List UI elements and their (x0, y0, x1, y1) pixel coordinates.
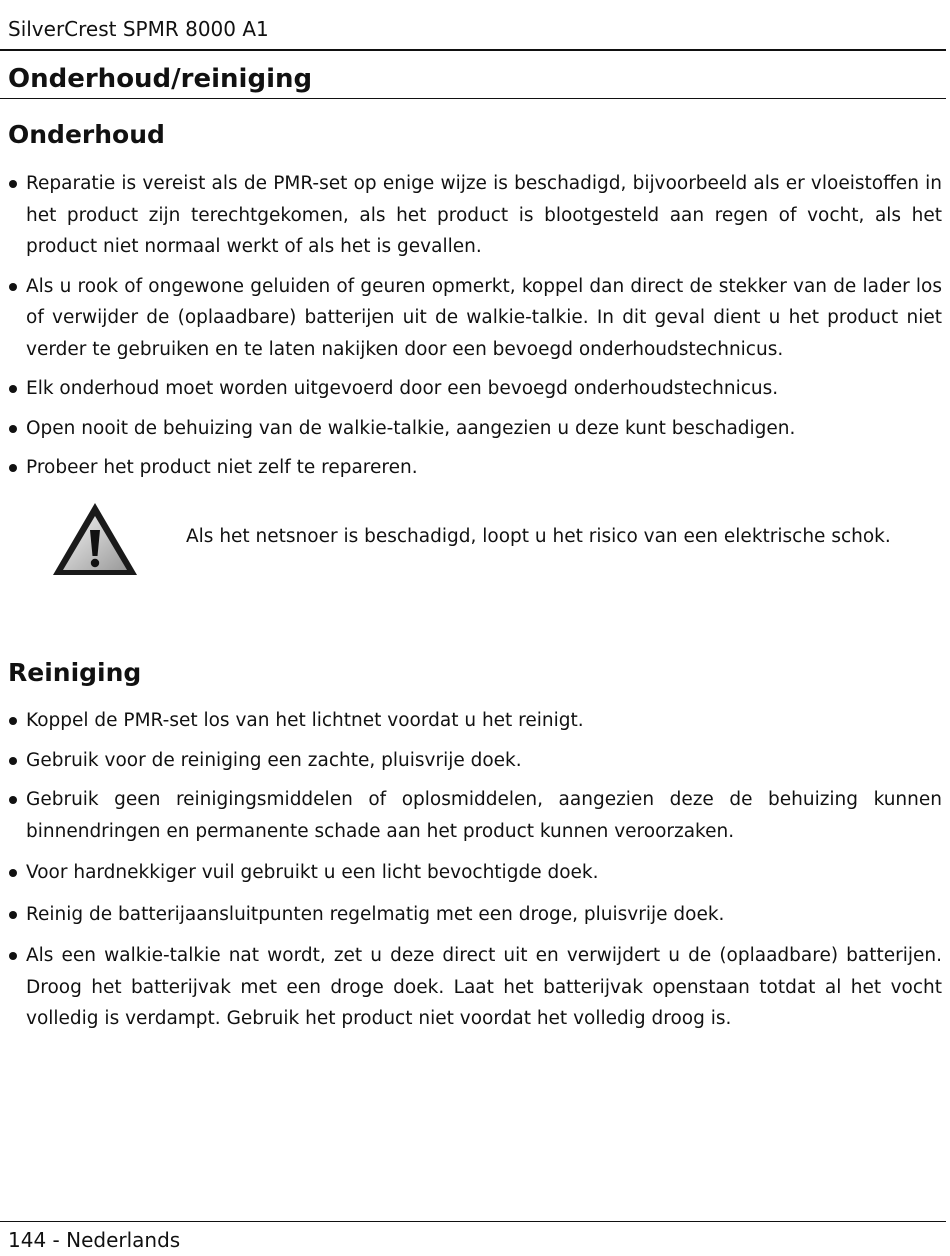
warning-triangle-icon (50, 500, 140, 578)
list-item: Voor hardnekkiger vuil gebruikt u een licht bevochtigde doek. (8, 857, 942, 889)
list-item: Open nooit de behuizing van de walkie-talkie, aangezien u deze kunt beschadigen. (8, 413, 942, 445)
list-item: Als een walkie-talkie nat wordt, zet u deze direct uit en verwijdert u de (oplaadbare) batterijen. Droog het batterijvak met een droge doek. Laat het batterijvak openstaan totdat al het vocht volledig is verdampt. Gebruik het product niet voordat het volledig droog is. (8, 940, 942, 1035)
cleaning-heading: Reiniging (8, 658, 142, 687)
list-item: Gebruik geen reinigingsmiddelen of oplosmiddelen, aangezien deze de behuizing kunnen binnendringen en permanente schade aan het product kunnen veroorzaken. (8, 784, 942, 847)
list-item: Reparatie is vereist als de PMR-set op enige wijze is beschadigd, bijvoorbeeld als er vloeistoffen in het product zijn terechtgekomen, als het product is blootgesteld aan regen of vocht, als het product niet normaal werkt of als het is gevallen. (8, 168, 942, 263)
list-item: Elk onderhoud moet worden uitgevoerd door een bevoegd onderhoudstechnicus. (8, 373, 942, 405)
maintenance-heading: Onderhoud (8, 120, 165, 149)
cleaning-list (8, 705, 942, 1035)
list-item: Probeer het product niet zelf te repareren. (8, 452, 942, 484)
list-item: Reinig de batterijaansluitpunten regelmatig met een droge, pluisvrije doek. (8, 899, 942, 931)
section-title: Onderhoud/reiniging (8, 64, 313, 94)
list-item: Als u rook of ongewone geluiden of geuren opmerkt, koppel dan direct de stekker van de lader los of verwijder de (oplaadbare) batterijen uit de walkie-talkie. In dit geval dient u het product niet verder te gebruiken en te laten nakijken door een bevoegd onderhoudstechnicus. (8, 271, 942, 366)
warning-text: Als het netsnoer is beschadigd, loopt u het risico van een elektrische schok. (186, 526, 891, 547)
list-item: Gebruik voor de reiniging een zachte, pluisvrije doek. (8, 745, 942, 777)
document-header: SilverCrest SPMR 8000 A1 (8, 17, 269, 41)
footer-divider (0, 1221, 946, 1222)
section-divider (0, 98, 946, 99)
maintenance-list (8, 168, 942, 484)
header-divider (0, 49, 946, 51)
warning-notice (50, 500, 940, 580)
page-footer: 144 - Nederlands (8, 1228, 181, 1252)
list-item: Koppel de PMR-set los van het lichtnet voordat u het reinigt. (8, 705, 942, 737)
